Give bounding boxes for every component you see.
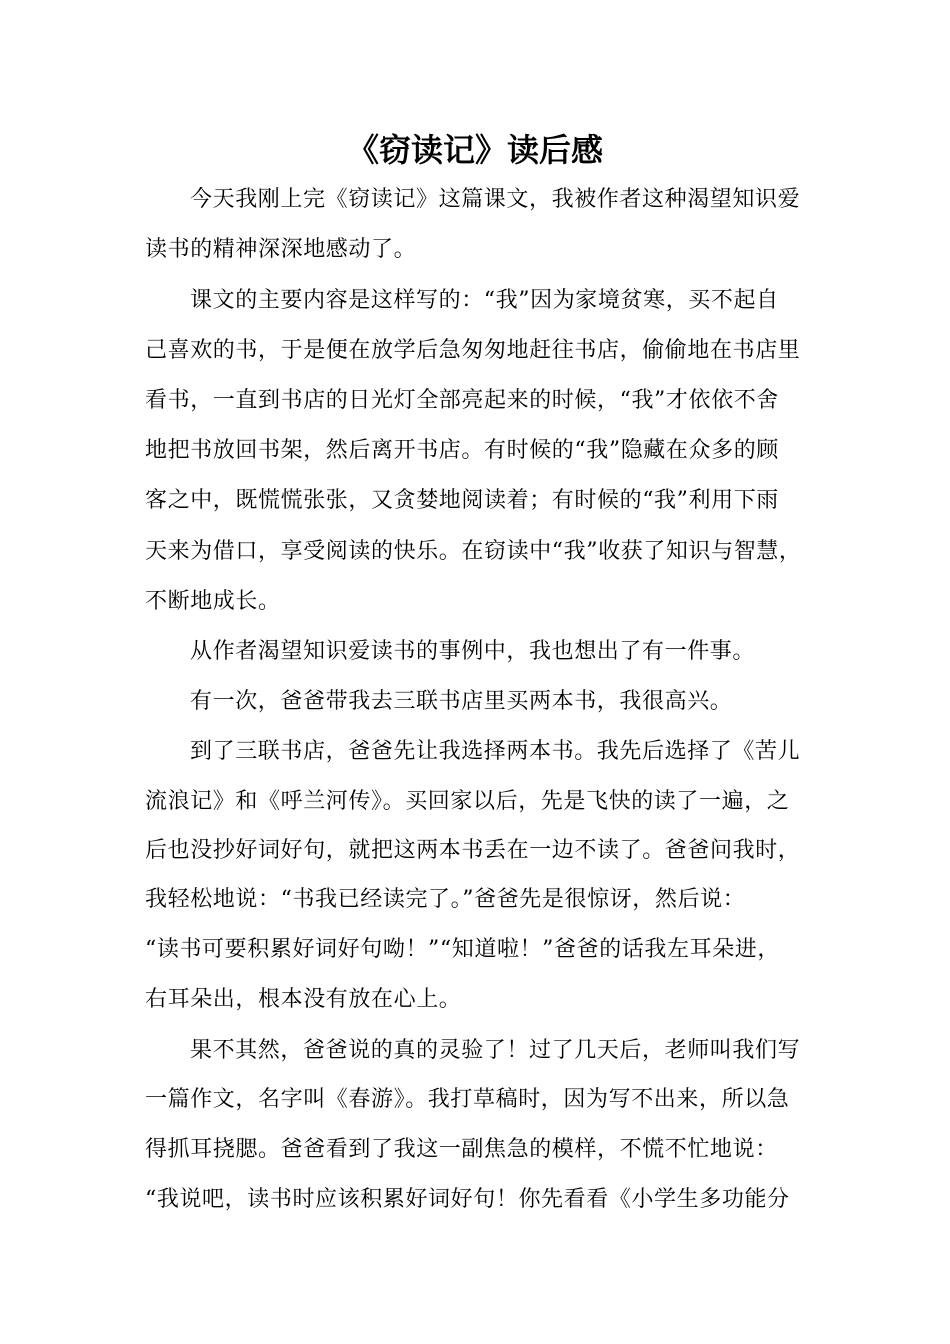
- text-line: 有一次，爸爸带我去三联书店里买两本书，我很高兴。: [190, 689, 733, 714]
- text-line: 读书的精神深深地感动了。: [145, 237, 417, 262]
- text-line: 一篇作文，名字叫《春游》。我打草稿时，因为写不出来，所以急: [145, 1087, 790, 1112]
- text-line: 到了三联书店，爸爸先让我选择两本书。我先后选择了《苦儿: [190, 739, 801, 764]
- text-line: 我轻松地说：“书我已经读完了。”爸爸先是很惊讶，然后说：: [145, 887, 746, 912]
- text-line: 得抓耳挠腮。爸爸看到了我这一副焦急的模样，不慌不忙地说：: [145, 1137, 778, 1162]
- text-line: 客之中，既慌慌张张，又贪婪地阅读着；有时候的“我”利用下雨: [145, 488, 779, 513]
- document-title: 《窃读记》读后感: [346, 131, 603, 169]
- text-line: 流浪记》和《呼兰河传》。买回家以后，先是飞快的读了一遍，之: [145, 789, 790, 814]
- text-line: 今天我刚上完《窃读记》这篇课文，我被作者这种渴望知识爱: [190, 187, 801, 212]
- text-line: 后也没抄好词好句，就把这两本书丢在一边不读了。爸爸问我时，: [145, 838, 801, 863]
- text-line: 地把书放回书架，然后离开书店。有时候的“我”隐藏在众多的顾: [145, 438, 779, 463]
- text-line: 不断地成长。: [145, 589, 281, 614]
- text-line: “我说吧，读书时应该积累好词好句！你先看看《小学生多功能分: [145, 1187, 790, 1212]
- text-line: 看书，一直到书店的日光灯全部亮起来的时候，“我”才依依不舍: [145, 388, 779, 413]
- text-line: 天来为借口，享受阅读的快乐。在窃读中“我”收获了知识与智慧，: [145, 539, 802, 564]
- text-line: 课文的主要内容是这样写的：“我”因为家境贫寒，买不起自: [190, 288, 779, 313]
- text-line: 果不其然，爸爸说的真的灵验了！过了几天后，老师叫我们写: [190, 1038, 801, 1063]
- text-line: “读书可要积累好词好句呦！”“知道啦！”爸爸的话我左耳朵进，: [145, 937, 780, 962]
- text-line: 从作者渴望知识爱读书的事例中，我也想出了有一件事。: [190, 639, 756, 664]
- text-line: 己喜欢的书，于是便在放学后急匆匆地赶往书店，偷偷地在书店里: [145, 338, 801, 363]
- text-line: 右耳朵出，根本没有放在心上。: [145, 987, 462, 1012]
